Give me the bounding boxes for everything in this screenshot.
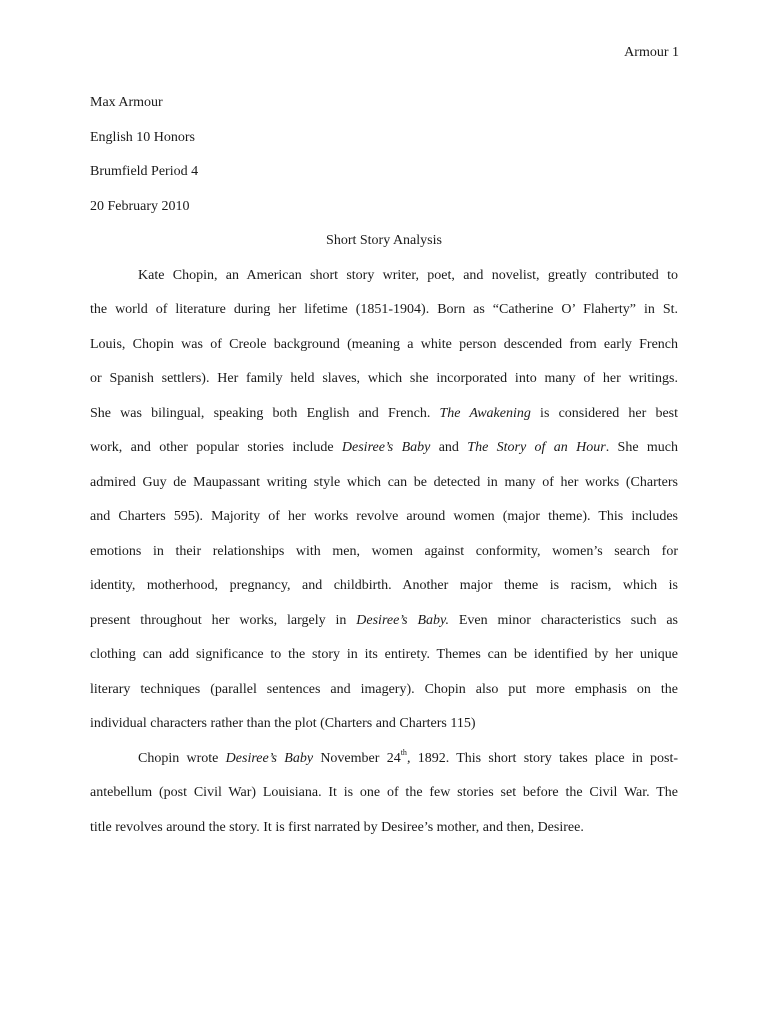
paragraph-line: identity, motherhood, pregnancy, and childbirth. Another major theme is racism, which is bbox=[90, 578, 678, 593]
course-name: English 10 Honors bbox=[90, 129, 195, 145]
paragraph-line: literary techniques (parallel sentences and imagery). Chopin also put more emphasis on the bbox=[90, 681, 678, 697]
text-run: She was bilingual, speaking both English and French. bbox=[90, 405, 440, 421]
paragraph-line: individual characters rather than the plot (Charters and Charters 115) bbox=[90, 716, 476, 731]
paragraph-line bbox=[90, 604, 678, 639]
text-run: Even minor characteristics such as bbox=[448, 612, 678, 628]
text-run: , 1892. This short story takes place in post- bbox=[406, 750, 679, 766]
running-header-page-number: Armour 1 bbox=[624, 45, 679, 60]
italic-title: The Story of an Hour bbox=[467, 440, 606, 455]
text-run: is considered her best bbox=[530, 405, 678, 421]
paragraph-line: and Charters 595). Majority of her works revolve around women (major theme). This includes bbox=[90, 509, 678, 524]
teacher-period: Brumfield Period 4 bbox=[90, 164, 199, 179]
paragraph-line: Kate Chopin, an American short story writer, poet, and novelist, greatly contributed to bbox=[138, 267, 678, 283]
italic-title: Desiree’s Baby. bbox=[356, 612, 449, 628]
text-run: present throughout her works, largely in bbox=[90, 612, 357, 628]
paragraph-line: Louis, Chopin was of Creole background (meaning a white person descended from early French bbox=[90, 336, 678, 352]
paragraph-line: emotions in their relationships with men, women against conformity, women’s search for bbox=[90, 543, 678, 559]
paragraph-line bbox=[90, 742, 678, 777]
paragraph-line: the world of literature during her lifetime (1851-1904). Born as “Catherine O’ Flaherty” in St. bbox=[90, 302, 678, 317]
paragraph-line: title revolves around the story. It is first narrated by Desiree’s mother, and then, Desiree. bbox=[90, 819, 584, 835]
author-name: Max Armour bbox=[90, 95, 163, 110]
essay-date: 20 February 2010 bbox=[90, 198, 190, 214]
essay-body bbox=[90, 86, 678, 845]
ordinal-superscript: th bbox=[400, 747, 407, 757]
text-run: November 24 bbox=[313, 750, 401, 766]
paragraph-line: admired Guy de Maupassant writing style which can be detected in many of her works (Charters bbox=[90, 474, 678, 490]
paragraph-1 bbox=[90, 259, 678, 742]
paragraph-line: or Spanish settlers). Her family held slaves, which she incorporated into many of her writings. bbox=[90, 371, 678, 386]
italic-title: Desiree’s Baby bbox=[225, 750, 314, 766]
paragraph-line bbox=[90, 431, 678, 466]
text-run: Chopin wrote bbox=[138, 750, 226, 766]
essay-title: Short Story Analysis bbox=[326, 233, 442, 248]
text-run: work, and other popular stories include bbox=[90, 440, 342, 455]
paragraph-line: antebellum (post Civil War) Louisiana. It is one of the few stories set before the Civil War. The bbox=[90, 785, 678, 800]
paragraph-line: clothing can add significance to the story in its entirety. Themes can be identified by her unique bbox=[90, 647, 678, 662]
text-run: . She much bbox=[605, 440, 679, 455]
paragraph-2 bbox=[90, 742, 678, 846]
italic-title: The Awakening bbox=[439, 405, 531, 421]
italic-title: Desiree’s Baby bbox=[341, 440, 431, 455]
text-run: and bbox=[430, 440, 468, 455]
paragraph-line bbox=[90, 397, 678, 432]
